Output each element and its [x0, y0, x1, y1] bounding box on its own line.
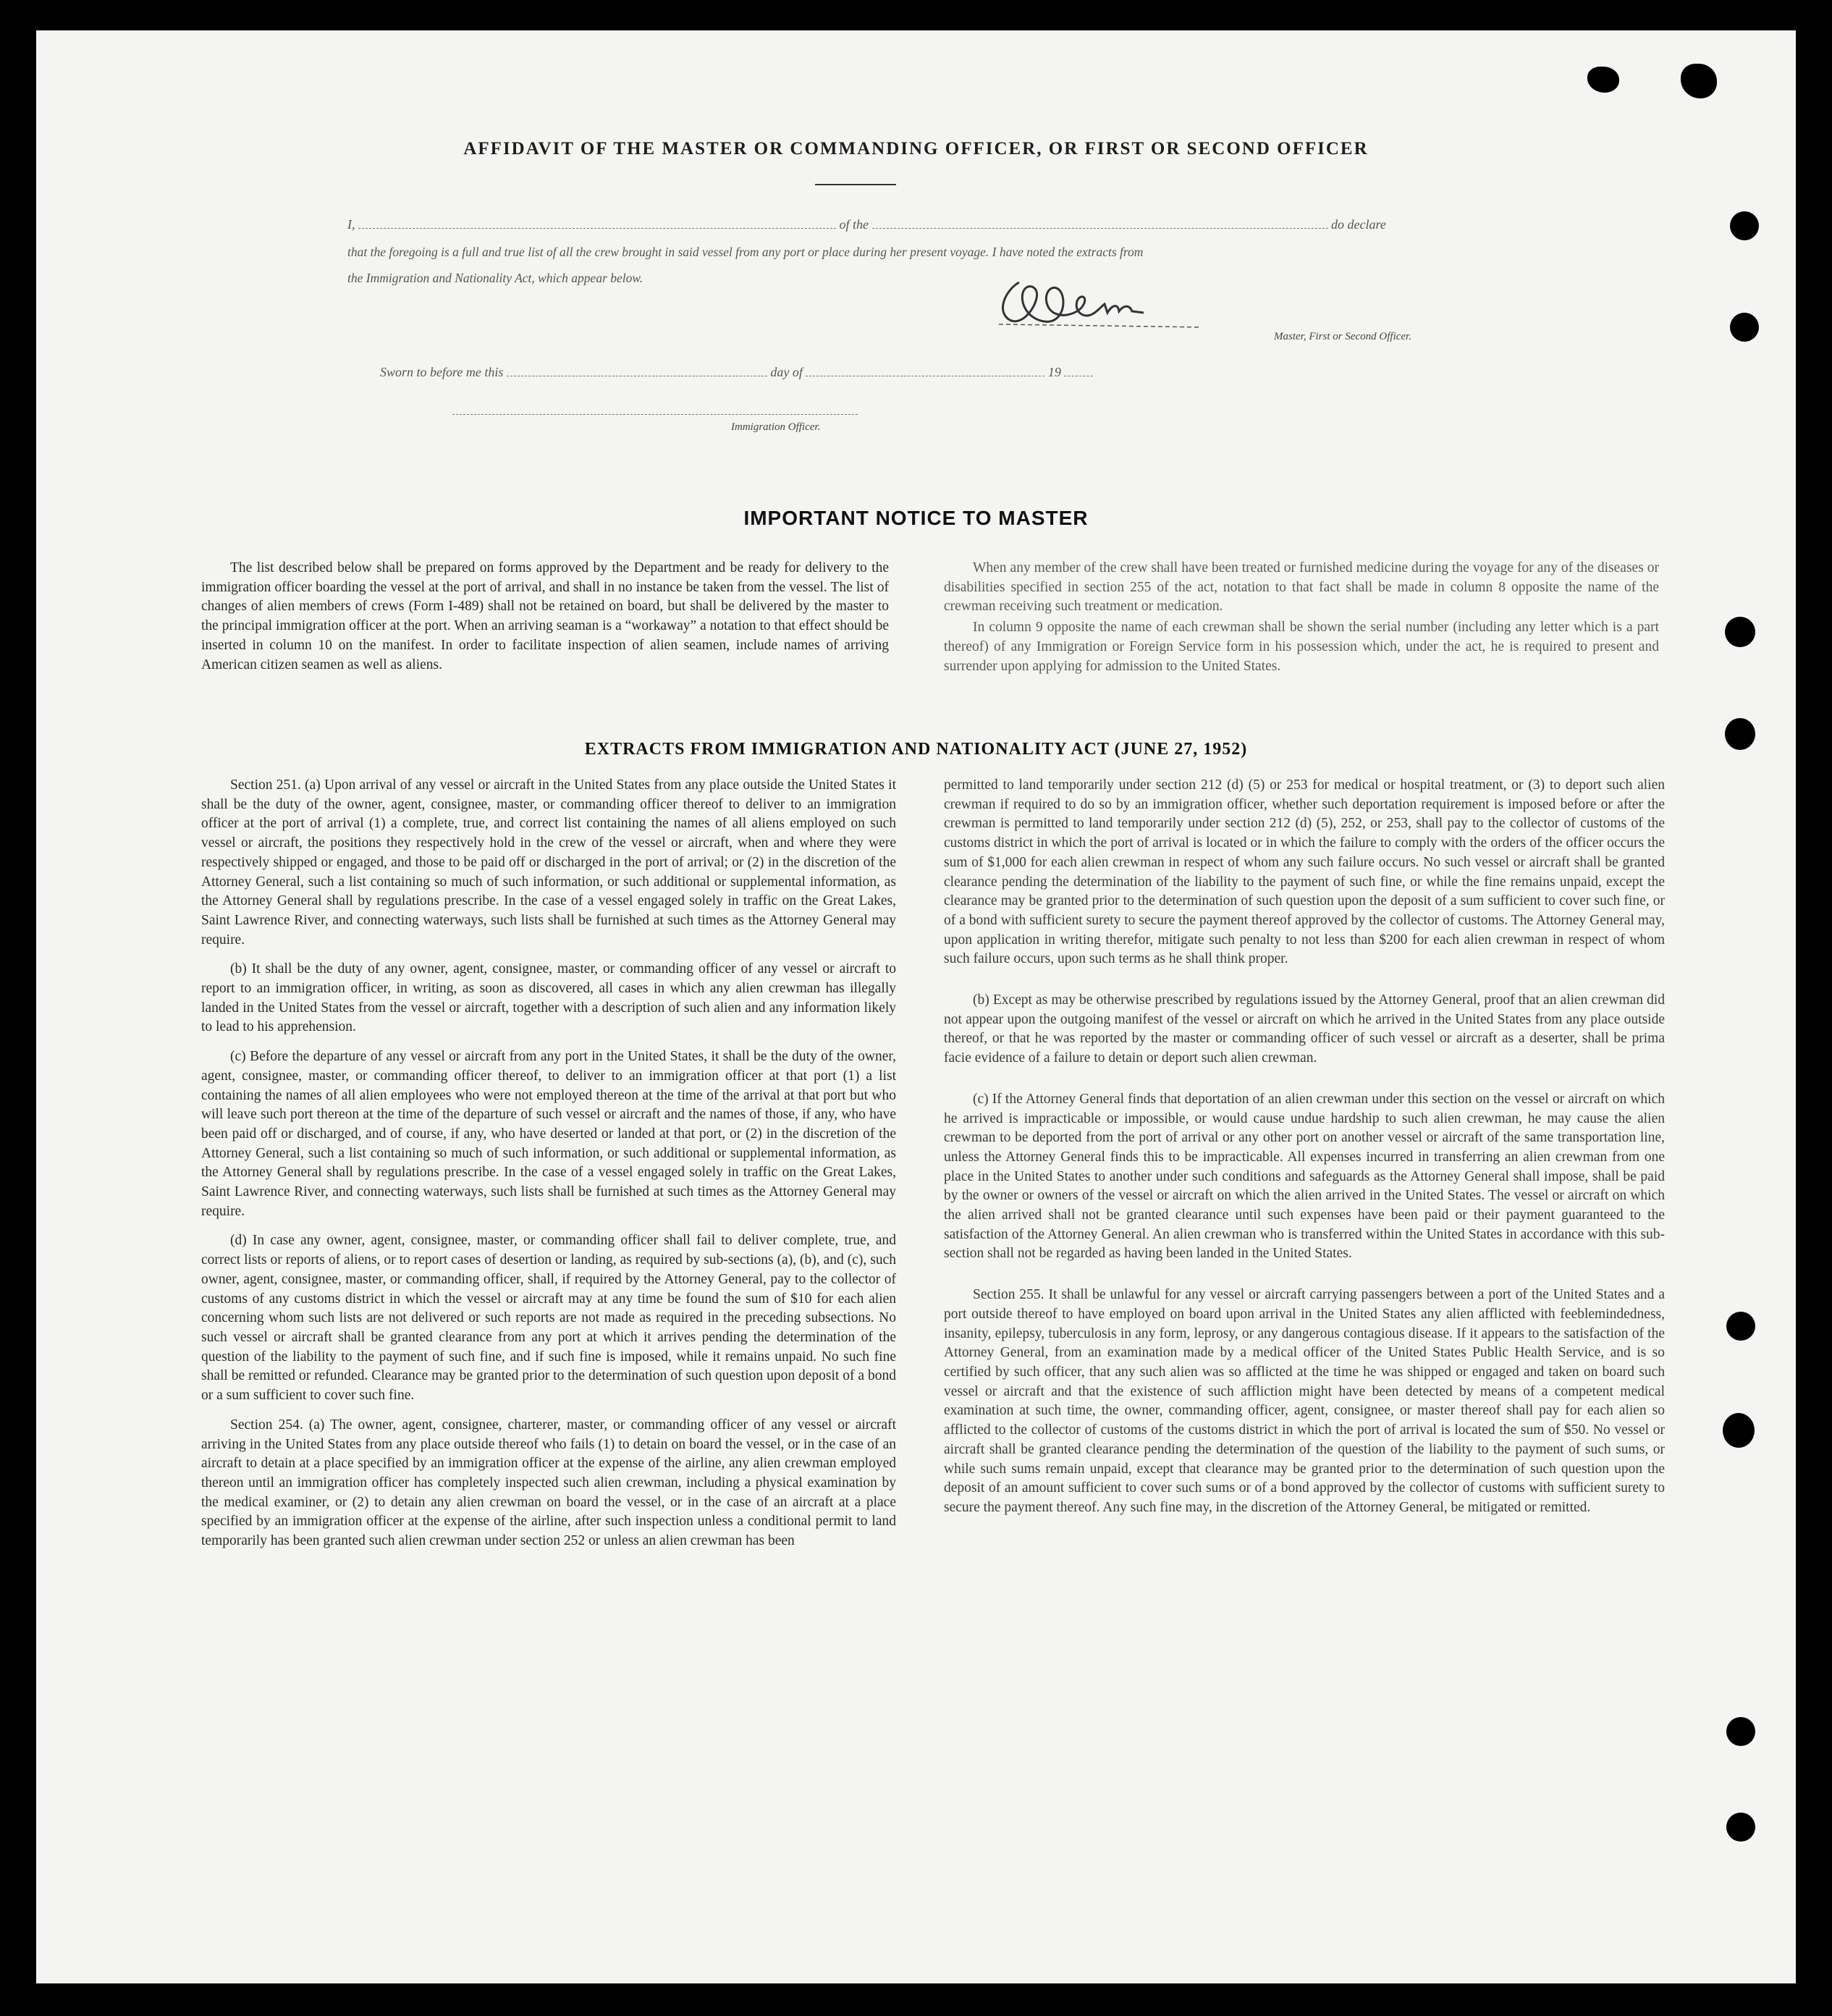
name-blank[interactable]: [358, 228, 836, 229]
extracts-left-column: [201, 776, 896, 1561]
affidavit-title: AFFIDAVIT OF THE MASTER OR COMMANDING OFFICER, OR FIRST OR SECOND OFFICER: [463, 139, 1369, 159]
section-251-b: (b) It shall be the duty of any owner, agent, consignee, master, or commanding officer of any vessel or aircraft to report to an immigration officer, in writing, as soon as discovered, all cases in which any alien crewman has illegally landed in the United States from the vessel or aircraft, together with a description of such alien and any information likely to lead to his apprehension.: [201, 961, 896, 1035]
section-254-a: Section 254. (a) The owner, agent, consignee, charterer, master, or commanding officer of any vessel or aircraft arriving in the United States from any place outside thereof who fails (1) to detain on board the vessel, or in the case of an aircraft to detain at a place specified by an immigration officer at the expense of the airline, any alien crewman employed thereon until an immigration officer has completely inspected such alien crewman, including a physical examination by the medical examiner, or (2) to detain any alien crewman on board the vessel, or in the case of an aircraft at a place specified by an immigration officer at the expense of the airline, after such inspection unless a conditional permit to land temporarily has been granted such alien crewman under section 252 or unless an alien crewman has been: [201, 1417, 896, 1549]
ink-blot: [1681, 64, 1717, 98]
vessel-blank[interactable]: [872, 228, 1328, 229]
of-the-label: of the: [839, 217, 869, 232]
extracts-right-column: [944, 776, 1665, 1528]
punch-hole: [1726, 1813, 1755, 1842]
year-label: 19: [1047, 365, 1061, 379]
notice-left-column: [201, 559, 889, 685]
day-of-label: day of: [770, 365, 803, 379]
punch-hole: [1726, 1717, 1755, 1746]
statement-line-1: that the foregoing is a full and true list of all the crew brought in said vessel from any port or place during her present voyage. I have noted the extracts from: [347, 245, 1144, 259]
notice-left-paragraph: The list described below shall be prepared on forms approved by the Department and be ready for delivery to the immigration officer boarding the vessel at the port of arrival, and shall in no instance be taken from the vessel. The list of changes of alien members of crews (Form I-489) shall not be retained on board, but shall be delivered by the master to the principal immigration officer at the port. When an arriving seaman is a “workaway” a notation to that effect should be inserted in column 10 on the manifest. In order to facilitate inspection of alien seamen, include names of arriving American citizen seamen as well as aliens.: [201, 560, 889, 672]
section-254-c: (c) If the Attorney General finds that deportation of an alien crewman under this section on the vessel or aircraft on which he arrived is impracticable or impossible, or would cause undue hardship to such alien crewman, he may cause the alien crewman to be deported from the port of arrival or any other port on another vessel or aircraft of the same transportation line, unless the Attorney General finds this to be impracticable. All expenses incurred in transferring an alien crewman from one place in the United States to another under such conditions and safeguards as the Attorney General shall impose, shall be paid by the owner or owners of the vessel or aircraft on which the alien arrived in the United States. The vessel or aircraft on which the alien arrived shall not be granted clearance until such expenses have been paid or their payment guaranteed to the satisfaction of the Attorney General. An alien crewman who is transferred within the United States in accordance with this sub-section shall not be regarded as having been landed in the United States.: [944, 1091, 1665, 1262]
ink-blot: [1587, 67, 1619, 93]
notice-title: IMPORTANT NOTICE TO MASTER: [743, 507, 1089, 529]
immigration-officer-caption: Immigration Officer.: [731, 421, 821, 433]
punch-hole: [1726, 1312, 1755, 1341]
section-254-a-continued: permitted to land temporarily under section 212 (d) (5) or 253 for medical or hospital treatment, or (3) to deport such alien crewman if required to do so by an immigration officer, whether such deportation requirement is imposed before or after the crewman is permitted to land temporarily under section 212 (d) (5), 252, or 253, shall pay to the collector of customs of the customs district in which the port of arrival is located or in which the failure to comply with the orders of the officer occurs the sum of $1,000 for each alien crewman in respect of whom any such failure occurs. No such vessel or aircraft shall be granted clearance pending the determination of the liability to the payment of such fine, or while the fine remains unpaid, except the clearance may be granted prior to the determination of such question upon the deposit of a sum sufficient to cover such fine, or of a bond with sufficient surety to secure the payment thereof approved by the collector of customs. The Attorney General may, upon application in writing therefor, mitigate such penalty to not less than $200 for each alien crewman in respect of whom such failure occurs, upon such terms as he shall think proper.: [944, 777, 1665, 967]
section-251-a: Section 251. (a) Upon arrival of any vessel or aircraft in the United States from any place outside the United States it shall be the duty of the owner, agent, consignee, master, or commanding officer thereof to deliver to an immigration officer at the port of arrival (1) a complete, true, and correct list containing the names of all aliens employed on such vessel or aircraft, the positions they respectively hold in the crew of the vessel or aircraft, when and where they were respectively shipped or engaged, and those to be paid off or discharged in the port of arrival; or (2) in the discretion of the Attorney General, such a list containing so much of such information, or such additional or supplemental information, as the Attorney General shall by regulations prescribe. In the case of a vessel engaged solely in traffic on the Great Lakes, Saint Lawrence River, and connecting waterways, such lists shall be furnished at such times as the Attorney General may require.: [201, 777, 896, 948]
document-page: [36, 30, 1796, 1983]
notice-right-column: [944, 559, 1659, 686]
punch-hole: [1730, 211, 1759, 240]
title-rule: [815, 184, 896, 185]
master-signature: [992, 261, 1202, 340]
punch-hole: [1730, 313, 1759, 342]
punch-hole: [1723, 1413, 1755, 1448]
section-251-d: (d) In case any owner, agent, consignee, master, or commanding officer shall fail to deliver complete, true, and correct lists or reports of aliens, or to report cases of desertion or landing, as required by sub-sections (a), (b), and (c), such owner, agent, consignee, master, or commanding officer, shall, if required by the Attorney General, pay to the collector of customs of any customs district in which the vessel or aircraft may at any time be found the sum of $10 for each alien concerning whom such lists are not delivered or such reports are not made as required in the preceding subsections. No such vessel or aircraft shall be granted clearance from any port at which it arrives pending the determination of the question of the liability to the payment of such fine, and if such fine is imposed, while it remains unpaid. No such fine shall be remitted or refunded. Clearance may be granted prior to the determination of such question upon deposit of a bond or a sum sufficient to cover such fine.: [201, 1233, 896, 1404]
i-label: I,: [347, 217, 355, 232]
section-255: Section 255. It shall be unlawful for any vessel or aircraft carrying passengers between a port of the United States and a port outside thereof to have employed on board upon arrival in the United States any alien afflicted with feeblemindedness, insanity, epilepsy, tuberculosis in any form, leprosy, or any dangerous contagious disease. If it appears to the satisfaction of the Attorney General, from an examination made by a medical officer of the United States Public Health Service, and is so certified by such officer, that any such alien was so afflicted at the time he was shipped or engaged and taken on board such vessel or aircraft and that the existence of such affliction might have been detected by means of a competent medical examination at such time, the owner, commanding officer, agent, consignee, or master thereof shall pay for each alien so afflicted to the collector of customs of the customs district in which the port of arrival is located the sum of $50. No vessel or aircraft shall be granted clearance pending the determination of the question of the liability to the payment of such sums, or while such sums remain unpaid, except that clearance may be granted prior to the determination of such question upon the deposit of an amount sufficient to cover such sums or of a bond approved by the collector of customs with sufficient surety to secure the payment thereof. Any such fine may, in the discretion of the Attorney General, be mitigated or remitted.: [944, 1287, 1665, 1515]
punch-hole: [1725, 617, 1755, 647]
immigration-officer-signature-line[interactable]: [452, 414, 858, 415]
sworn-line: [380, 365, 1249, 380]
do-declare-label: do declare: [1331, 217, 1386, 232]
extracts-title: EXTRACTS FROM IMMIGRATION AND NATIONALITY ACT (JUNE 27, 1952): [584, 740, 1248, 759]
notice-right-paragraph-2: In column 9 opposite the name of each crewman shall be shown the serial number (including any letter which is a part thereof) of any Immigration or Foreign Service form in his possession which, under the act, he is required to present and surrender upon applying for admission to the United States.: [944, 620, 1659, 674]
statement-line-2: the Immigration and Nationality Act, which appear below.: [347, 271, 643, 285]
affidavit-declaration-line: [347, 217, 1513, 232]
master-caption: Master, First or Second Officer.: [1274, 331, 1411, 342]
sworn-label: Sworn to before me this: [380, 365, 504, 379]
section-254-b: (b) Except as may be otherwise prescribed by regulations issued by the Attorney General, proof that an alien crewman did not appear upon the outgoing manifest of the vessel or aircraft on which he arrived in the United States from any place outside thereof, or that he was reported by the master or commanding officer of such vessel or aircraft as a deserter, shall be prima facie evidence of a failure to detain or deport such alien crewman.: [944, 992, 1665, 1066]
section-251-c: (c) Before the departure of any vessel or aircraft from any port in the United States, it shall be the duty of the owner, agent, consignee, master, or commanding officer thereof, to deliver to an immigration officer at that port (1) a list containing the names of all alien employees who were not employed thereon at the time of the arrival at that port but who will leave such port thereon at the time of the departure of such vessel or aircraft and the names of those, if any, who have been paid off or discharged, and of course, if any, who have deserted or landed at that port, or (2) in the discretion of the Attorney General, such a list containing so much of such information, or such additional or supplemental information, as the Attorney General shall by regulations prescribe. In the case of a vessel engaged solely in traffic on the Great Lakes, Saint Lawrence River, and connecting waterways, such lists shall be furnished at such times as the Attorney General may require.: [201, 1049, 896, 1219]
notice-right-paragraph-1: When any member of the crew shall have been treated or furnished medicine during the voyage for any of the diseases or disabilities specified in section 255 of the act, notation to that fact shall be made in column 8 opposite the name of the crewman receiving such treatment or medication.: [944, 560, 1659, 615]
